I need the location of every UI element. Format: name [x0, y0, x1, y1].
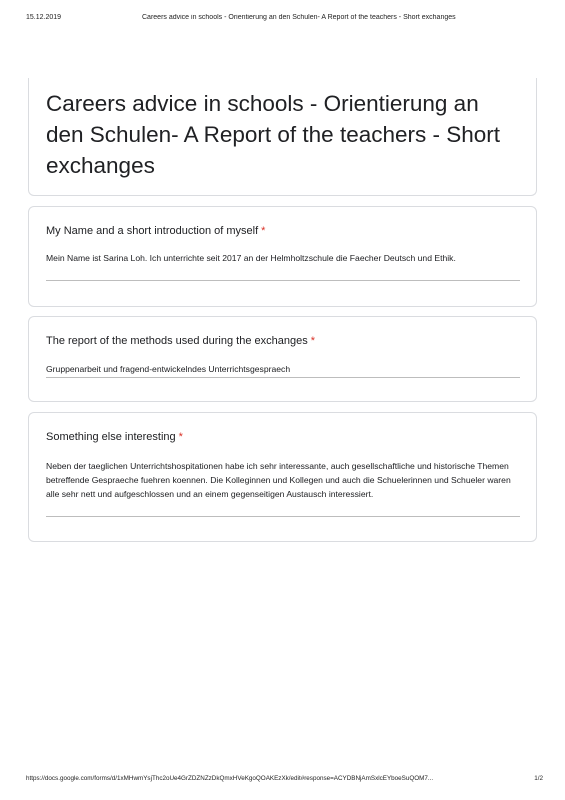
answer-text[interactable]: Gruppenarbeit und fragend-entwickelndes Unterrichtsgespraech — [46, 364, 291, 374]
answer-underline — [46, 280, 520, 281]
question-card-methods — [28, 316, 537, 402]
print-header — [26, 14, 539, 26]
required-asterisk: * — [261, 225, 266, 237]
print-document-title: Careers advice in schools - Orientierung an den Schulen- A Report of the teachers - Short exchanges — [142, 14, 456, 21]
answer-underline — [46, 516, 520, 517]
page-number: 1/2 — [534, 775, 543, 782]
print-footer — [26, 775, 543, 787]
answer-text[interactable]: Neben der taeglichen Unterrichtshospitationen habe ich sehr interessante, auch gesellschaftliche und historische Themen betreffende Gespraeche fuehren koennen. Die Kolleginnen und Kollegen und auch die Schuelerinnen und Schueler waren alle sehr nett und aufgeschlossen und an einem gegenseitigen Austausch interessiert. — [46, 461, 511, 499]
question-label — [46, 431, 522, 443]
question-label-text: The report of the methods used during the exchanges — [46, 335, 308, 347]
required-asterisk: * — [178, 431, 183, 443]
answer-text[interactable]: Mein Name ist Sarina Loh. Ich unterrichte seit 2017 an der Helmholtzschule die Faecher Deutsch und Ethik. — [46, 253, 456, 263]
print-url: https://docs.google.com/forms/d/1xMHwmYsjThc2oUe4GrZDZNZzDkQmxHVeKgoQOAKEzXk/edit#response=ACYDBNjAmSxlcEYboeSuQOM7... — [26, 775, 434, 782]
question-label-text: Something else interesting — [46, 431, 176, 443]
answer-underline — [46, 377, 520, 378]
form-title: Careers advice in schools - Orientierung an den Schulen- A Report of the teachers - Short exchanges — [46, 91, 501, 178]
question-label-text: My Name and a short introduction of myself — [46, 225, 259, 237]
question-label — [46, 225, 522, 237]
form-title-card — [28, 78, 537, 196]
question-card-something-else — [28, 412, 537, 542]
question-card-introduction — [28, 206, 537, 307]
required-asterisk: * — [310, 335, 316, 347]
print-date: 15.12.2019 — [26, 14, 62, 21]
question-label — [46, 335, 522, 347]
